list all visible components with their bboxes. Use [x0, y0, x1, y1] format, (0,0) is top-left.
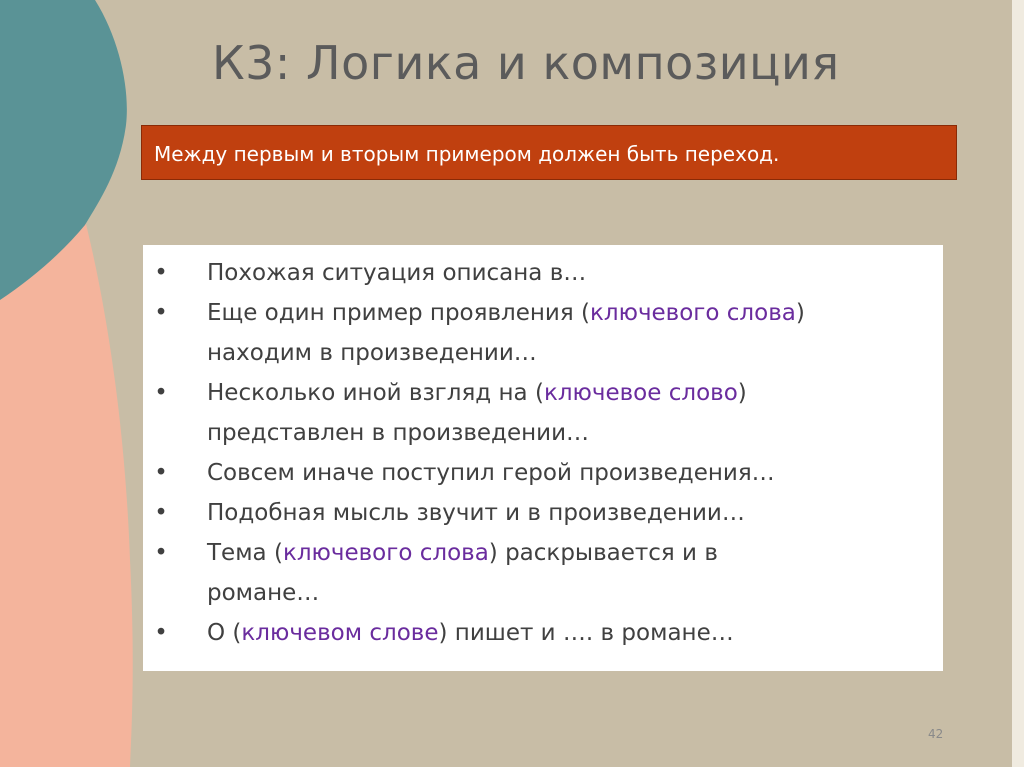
- bullet-text: представлен в произведении…: [207, 420, 590, 446]
- bullet-item: [143, 373, 927, 453]
- bullet-line: [207, 253, 927, 293]
- bullet-text: Подобная мысль звучит и в произведении…: [207, 500, 745, 526]
- right-edge-strip: [1012, 0, 1024, 767]
- bullet-item: [143, 493, 927, 533]
- page-number: 42: [928, 727, 944, 741]
- bullet-item: [143, 453, 927, 493]
- bullet-marker: •: [154, 460, 168, 486]
- bullet-text: Еще один пример проявления (: [207, 300, 590, 326]
- bullet-line: [207, 493, 927, 533]
- bullet-item: [143, 253, 927, 293]
- bullet-list: [143, 253, 927, 653]
- bullet-item: [143, 533, 927, 613]
- bullet-marker: •: [154, 300, 168, 326]
- keyword-placeholder: ключевое слово: [543, 380, 738, 406]
- bullet-line: [207, 293, 927, 333]
- bullet-text: О (: [207, 620, 242, 646]
- bullet-line: [207, 573, 927, 613]
- bullet-text: ): [737, 380, 747, 406]
- bullet-line: [207, 333, 927, 373]
- bullet-text: Несколько иной взгляд на (: [207, 380, 544, 406]
- bullet-text: находим в произведении…: [207, 340, 537, 366]
- bullet-marker: •: [154, 500, 168, 526]
- bullet-text: ) пишет и …. в романе…: [438, 620, 734, 646]
- bullet-text: романе…: [207, 580, 320, 606]
- bullet-line: [207, 533, 927, 573]
- bullet-marker: •: [154, 380, 168, 406]
- keyword-placeholder: ключевом слове: [241, 620, 439, 646]
- bullet-marker: •: [154, 540, 168, 566]
- bullet-text: ): [795, 300, 805, 326]
- bullet-text: Совсем иначе поступил герой произведения…: [207, 460, 775, 486]
- slide-title: К3: Логика и композиция: [212, 36, 840, 90]
- bullet-item: [143, 293, 927, 373]
- bullet-line: [207, 373, 927, 413]
- bullet-text: ) раскрывается и в: [488, 540, 718, 566]
- bullet-marker: •: [154, 260, 168, 286]
- bullet-text: Тема (: [207, 540, 283, 566]
- bullet-line: [207, 613, 927, 653]
- peach-shape: [0, 220, 133, 767]
- transition-banner: Между первым и вторым примером должен быть переход.: [141, 125, 957, 180]
- keyword-placeholder: ключевого слова: [589, 300, 796, 326]
- bullet-text: Похожая ситуация описана в…: [207, 260, 587, 286]
- keyword-placeholder: ключевого слова: [282, 540, 489, 566]
- bullet-item: [143, 613, 927, 653]
- bullet-line: [207, 453, 927, 493]
- bullet-marker: •: [154, 620, 168, 646]
- examples-card: [143, 245, 943, 671]
- bullet-line: [207, 413, 927, 453]
